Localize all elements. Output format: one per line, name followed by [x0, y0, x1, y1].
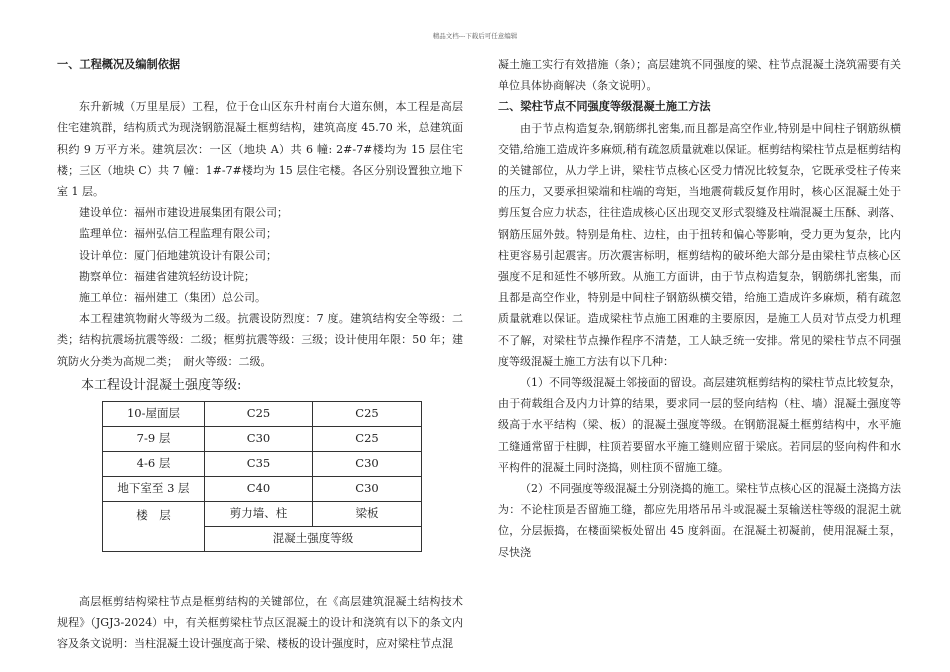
header-grade: 混凝土强度等级 [205, 526, 422, 551]
table-row [103, 451, 422, 476]
table-cell: 4-6 层 [103, 451, 205, 476]
table-cell: C25 [313, 426, 422, 451]
table-cell: C35 [205, 451, 313, 476]
table-row [103, 401, 422, 426]
header-beam: 梁板 [313, 501, 422, 526]
concrete-grade-table [102, 401, 422, 552]
table-cell: C25 [205, 401, 313, 426]
page-header: 精品文档---下载后可任意编辑 [432, 32, 518, 40]
unit-line: 施工单位：福州建工（集团）总公司。 [79, 291, 266, 305]
table-cell: 7-9 层 [103, 426, 205, 451]
table-cell: 地下室至 3 层 [103, 476, 205, 501]
right-column [498, 54, 901, 563]
methods-paragraph: 由于节点构造复杂,钢筋绑扎密集,而且都是高空作业,特别是中间柱子钢筋纵横交错,给施工造成许多麻烦,稍有疏忽质量就难以保证。框剪结构梁柱节点是框剪结构的关键部位，从力学上讲，梁柱节点核心区受力情况比较复杂，它既承受柱子传来的压力，又要承担梁端和柱端的弯矩，当地震荷载反复作用时，核心区混凝土处于剪压复合应力状态，往往造成核心区出现交叉形式裂缝及柱端混凝土压酥、剥落、钢筋压屈外鼓。特别是角柱、边柱，由于扭转和偏心等影响，受力更为复杂，比内柱更容易引起震害。历次震害标明，框剪结构的破坏绝大部分是由梁柱节点核心区强度不足和延性不够所致。从施工方面讲，由于节点构造复杂，钢筋绑扎密集，而且都是高空作业，特别是中间柱子钢筋纵横交错，给施工造成许多麻烦，稍有疏忽质量就难以保证。造成梁柱节点施工困难的主要原因，是施工人员对节点受力机理不了解，对梁柱节点操作程序不清楚，工人缺乏统一安排。常见的梁柱节点不同强度等级混凝土施工方法有以下几种： [498, 121, 901, 368]
spacer [57, 75, 463, 96]
header-floor: 楼 层 [103, 501, 205, 551]
table-cell: C30 [313, 476, 422, 501]
table-cell: 10-屋面层 [103, 401, 205, 426]
table-row [103, 476, 422, 501]
unit-line: 勘察单位：福建省建筑轻纺设计院； [79, 269, 255, 283]
table-cell: C25 [313, 401, 422, 426]
table-cell: C30 [205, 426, 313, 451]
table-header-row [103, 501, 422, 526]
table-caption: 本工程设计混凝土强度等级: [81, 377, 242, 393]
unit-line: 监理单位：福州弘信工程监理有限公司； [79, 227, 277, 241]
table-row [103, 426, 422, 451]
section-heading-methods: 二、梁柱节点不同强度等级混凝土施工方法 [498, 99, 711, 114]
unit-line: 建设单位：福州市建设进展集团有限公司； [79, 206, 288, 220]
header-wall: 剪力墙、柱 [205, 501, 313, 526]
left-column [57, 54, 463, 654]
continuation-paragraph: 凝土施工实行有效措施（条）；高层建筑不同强度的梁、柱节点混凝土浇筑需要有关单位具体协商解决（条文说明）。 [498, 58, 901, 93]
closing-paragraph: 高层框剪结构梁柱节点是框剪结构的关键部位，在《高层建筑混凝土结构技术规程》（JGJ3-2024）中，有关框剪梁柱节点区混凝土的设计和浇筑有以下的条文内容及条文说明：当柱混凝土设计强度高于梁、楼板的设计强度时，应对梁柱节点混 [57, 594, 463, 651]
overview-paragraph: 东升新城（万里星辰）工程，位于仓山区东升村南台大道东侧，本工程是高层住宅建筑群，结构质式为现浇钢筋混凝土框剪结构，建筑高度 45.70 米，总建筑面积约 9 万平方米。建筑层次：一区（地块 A）共 6 幢: 2#-7#楼均为 15 层住宅楼；三区（地块 C）共 7 幢：1#-7#楼均为 15 层住宅楼。各区分别设置独立地下室 1 层。 [57, 100, 463, 199]
section-heading-overview: 一、工程概况及编制依据 [57, 57, 181, 71]
grades-paragraph: 本工程建筑物耐火等级为二级。抗震设防烈度：7 度。建筑结构安全等级：二类；结构抗震场抗震等级：二级；框剪抗震等级：三级；设计使用年限：50 年；建筑防火分类为高规二类； 耐火等级：二级。 [57, 312, 463, 368]
method-item-2: （2）不同强度等级混凝土分别浇捣的施工。梁柱节点核心区的混凝土浇捣方法为：不论柱顶是否留施工缝，都应先用塔吊吊斗或混凝土泵输送柱等级的混泥土就位，分层振捣，在楼面梁板处留出 45 度斜面。在混凝土初凝前，使用混凝土泵，尽快浇 [498, 482, 901, 559]
table-cell: C30 [313, 451, 422, 476]
unit-line: 设计单位：厦门佰地建筑设计有限公司； [79, 248, 277, 262]
table-cell: C40 [205, 476, 313, 501]
method-item-1: （1）不同等级混凝土邻接面的留设。高层建筑框剪结构的梁柱节点比较复杂，由于荷载组合及内力计算的结果，要求同一层的竖向结构（柱、墙）混凝土强度等级高于水平结构（梁、板）的混凝土强度等级。在钢筋混凝土框剪结构中，水平施工缝通常留于柱脚，柱顶若要留水平施工缝则应留于梁底。若同层的竖向构件和水平构件的混凝土同时浇捣，则柱顶不留施工缝。 [498, 376, 901, 474]
